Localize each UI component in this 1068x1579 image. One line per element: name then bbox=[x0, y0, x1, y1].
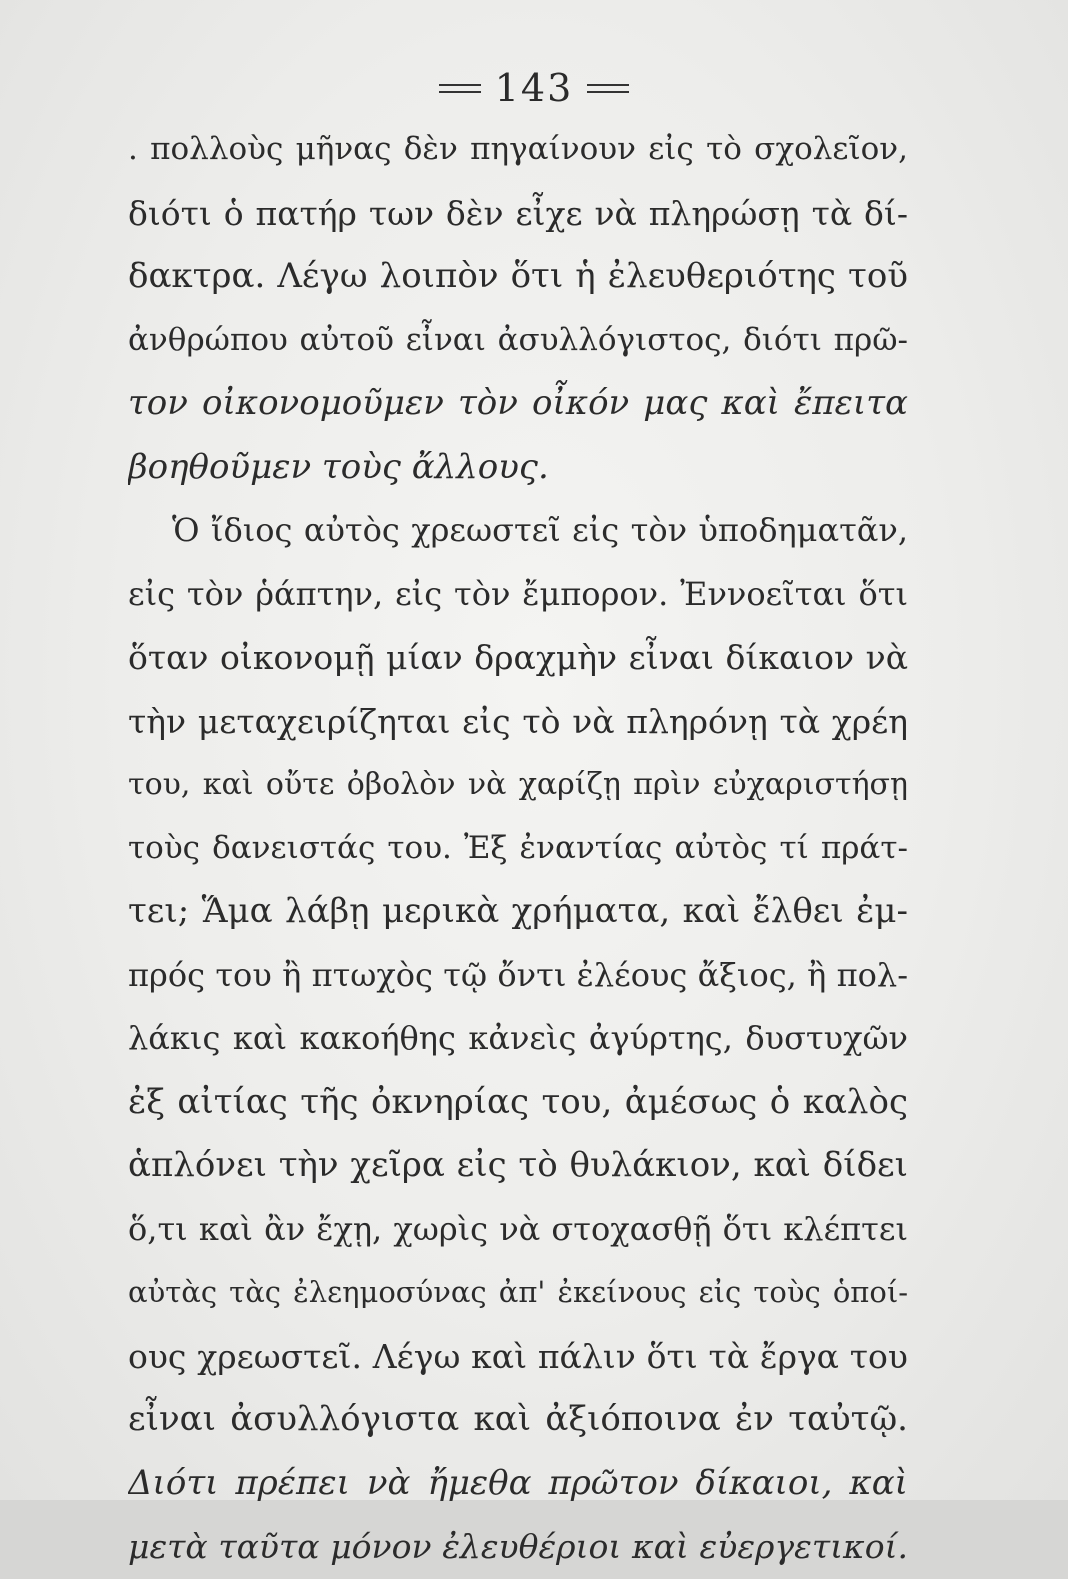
header-rule-right bbox=[587, 84, 629, 93]
header-rule-left bbox=[439, 84, 481, 93]
page-header bbox=[0, 58, 1068, 118]
text-line: . πολλοὺς μῆνας δὲν πηγαίνουν εἰς τὸ σχολεῖον, bbox=[128, 131, 908, 167]
text-line: Διότι πρέπει νὰ ἤμεθα πρῶτον δίκαιοι, καὶ bbox=[128, 1462, 908, 1503]
text-line: διότι ὁ πατήρ των δὲν εἶχε νὰ πληρώσῃ τὰ δί- bbox=[128, 193, 908, 233]
text-line: ἐξ αἰτίας τῆς ὀκνηρίας του, ἀμέσως ὁ καλὸς bbox=[128, 1081, 908, 1122]
text-line: βοηθοῦμεν τοὺς ἄλλους. bbox=[128, 446, 549, 487]
text-line: τον οἰκονομοῦμεν τὸν οἶκόν μας καὶ ἔπειτα bbox=[128, 383, 908, 423]
text-line: τοὺς δανειστάς του. Ἐξ ἐναντίας αὐτὸς τί πράτ- bbox=[128, 829, 908, 866]
text-line: δακτρα. Λέγω λοιπὸν ὅτι ἡ ἐλευθεριότης τοῦ bbox=[128, 256, 908, 296]
page-number: 143 bbox=[494, 66, 574, 110]
text-line: ὅταν οἰκονομῇ μίαν δραχμὴν εἶναι δίκαιον νὰ bbox=[128, 638, 908, 677]
text-line: ἁπλόνει τὴν χεῖρα εἰς τὸ θυλάκιον, καὶ δίδει bbox=[128, 1145, 908, 1185]
text-line: τὴν μεταχειρίζηται εἰς τὸ νὰ πληρόνῃ τὰ χρέη bbox=[128, 701, 908, 741]
text-line: πρός του ἢ πτωχὸς τῷ ὄντι ἐλέους ἄξιος, ἢ πολ- bbox=[128, 955, 908, 994]
body-text bbox=[128, 118, 908, 1579]
text-line: μετὰ ταῦτα μόνον ἐλευθέριοι καὶ εὐεργετικοί. bbox=[128, 1527, 908, 1566]
text-line: τει; Ἅμα λάβῃ μερικὰ χρήματα, καὶ ἔλθει ἐμ- bbox=[128, 891, 908, 931]
text-line: αὐτὰς τὰς ἐλεημοσύνας ἀπ' ἐκείνους εἰς τοὺς ὁποί- bbox=[128, 1275, 908, 1309]
text-line: εἶναι ἀσυλλόγιστα καὶ ἀξιόποινα ἐν ταὐτῷ. bbox=[128, 1399, 908, 1439]
text-line: εἰς τὸν ῥάπτην, εἰς τὸν ἔμπορον. Ἐννοεῖται ὅτι bbox=[128, 574, 908, 613]
text-line: ὅ,τι καὶ ἂν ἔχῃ, χωρὶς νὰ στοχασθῇ ὅτι κλέπτει bbox=[128, 1209, 908, 1248]
text-line: λάκις καὶ κακοήθης κἀνεὶς ἀγύρτης, δυστυχῶν bbox=[128, 1019, 908, 1057]
text-line: του, καὶ οὔτε ὀβολὸν νὰ χαρίζῃ πρὶν εὐχαριστήσῃ bbox=[128, 767, 908, 802]
text-line: ἀνθρώπου αὐτοῦ εἶναι ἀσυλλόγιστος, διότι πρῶ- bbox=[128, 321, 908, 358]
text-line: Ὁ ἴδιος αὐτὸς χρεωστεῖ εἰς τὸν ὑποδηματᾶν, bbox=[172, 511, 908, 549]
text-line: ους χρεωστεῖ. Λέγω καὶ πάλιν ὅτι τὰ ἔργα του bbox=[128, 1336, 908, 1376]
